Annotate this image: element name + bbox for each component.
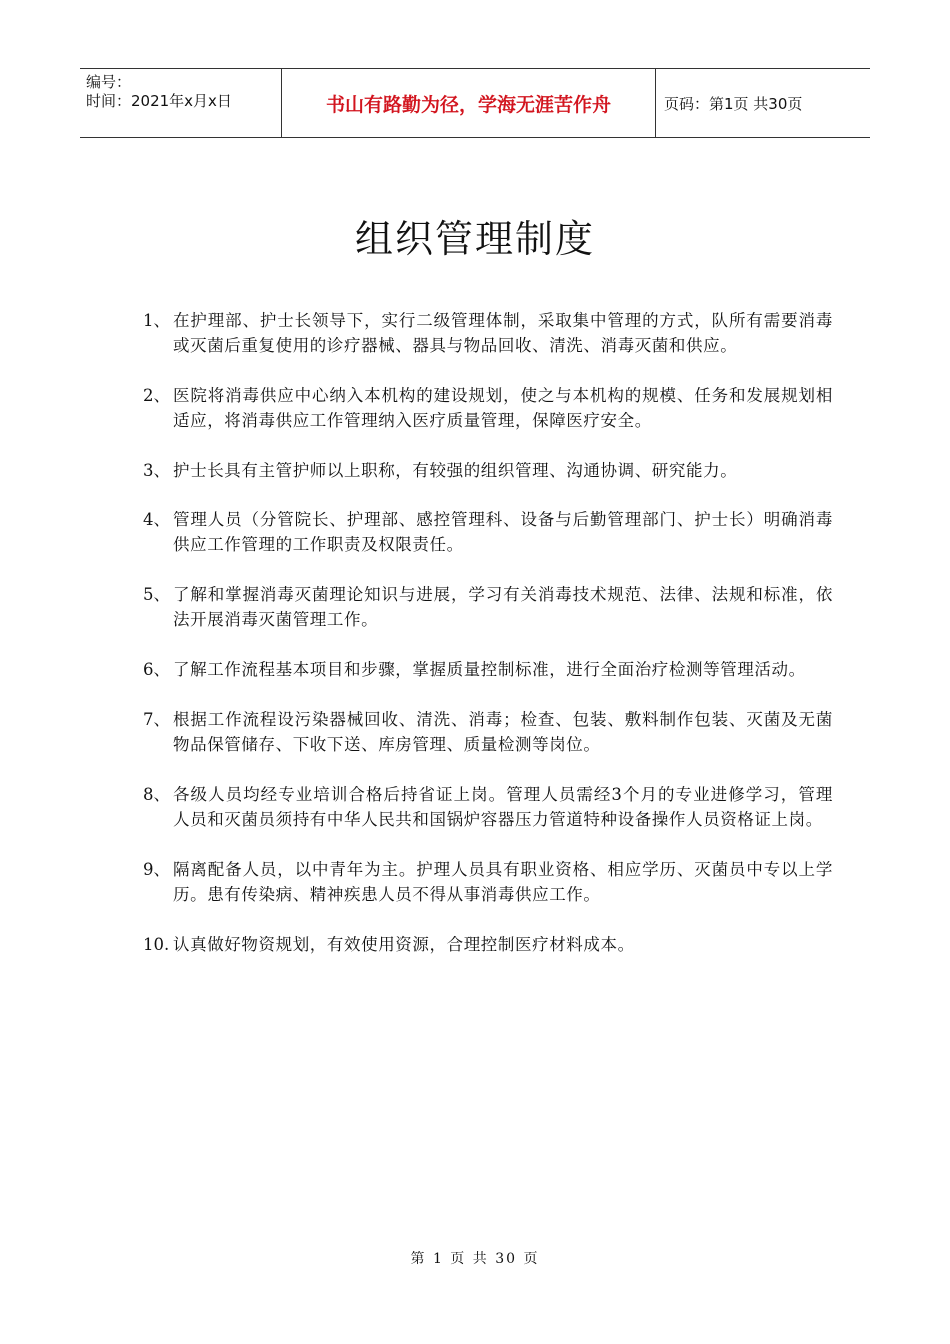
clause-item bbox=[143, 458, 833, 483]
clause-text: 认真做好物资规划，有效使用资源，合理控制医疗材料成本。 bbox=[173, 935, 635, 954]
clause-text: 医院将消毒供应中心纳入本机构的建设规划，使之与本机构的规模、任务和发展规划相适应，将消毒供应工作管理纳入医疗质量管理，保障医疗安全。 bbox=[173, 386, 833, 430]
clause-number: 1、 bbox=[143, 311, 170, 330]
clause-item bbox=[143, 782, 833, 832]
clause-number: 2、 bbox=[143, 386, 170, 405]
clause-item bbox=[143, 857, 833, 907]
clause-number: 10. bbox=[143, 935, 170, 954]
clause-item bbox=[143, 932, 833, 957]
header-page-info: 页码：第1页 共30页 bbox=[664, 94, 803, 113]
clause-item bbox=[143, 383, 833, 433]
clause-number: 7、 bbox=[143, 710, 170, 729]
clause-text: 根据工作流程设污染器械回收、清洗、消毒；检查、包装、敷料制作包装、灭菌及无菌物品保管储存、下收下送、库房管理、质量检测等岗位。 bbox=[173, 710, 833, 754]
doc-code-label: 编号： bbox=[86, 73, 132, 91]
clause-text: 了解和掌握消毒灭菌理论知识与进展，学习有关消毒技术规范、法律、法规和标准，依法开展消毒灭菌管理工作。 bbox=[173, 585, 833, 629]
header-table bbox=[80, 68, 870, 138]
clause-number: 9、 bbox=[143, 860, 170, 879]
clause-number: 3、 bbox=[143, 461, 170, 480]
doc-time-label: 时间：2021年x月x日 bbox=[86, 92, 232, 110]
clause-item bbox=[143, 707, 833, 757]
page-footer: 第 1 页 共 30 页 bbox=[410, 1251, 540, 1267]
clause-text: 管理人员（分管院长、护理部、感控管理科、设备与后勤管理部门、护士长）明确消毒供应工作管理的工作职责及权限责任。 bbox=[173, 510, 833, 554]
header-motto: 书山有路勤为径，学海无涯苦作舟 bbox=[282, 69, 656, 137]
clause-number: 4、 bbox=[143, 510, 170, 529]
clause-text: 隔离配备人员，以中青年为主。护理人员具有职业资格、相应学历、灭菌员中专以上学历。患有传染病、精神疾患人员不得从事消毒供应工作。 bbox=[173, 860, 833, 904]
clause-number: 6、 bbox=[143, 660, 170, 679]
clause-item bbox=[143, 507, 833, 557]
clause-item bbox=[143, 582, 833, 632]
clause-number: 5、 bbox=[143, 585, 170, 604]
document-title: 组织管理制度 bbox=[354, 217, 595, 261]
header-meta-cell bbox=[80, 69, 282, 137]
clause-text: 在护理部、护士长领导下，实行二级管理体制，采取集中管理的方式，队所有需要消毒或灭菌后重复使用的诊疗器械、器具与物品回收、清洗、消毒灭菌和供应。 bbox=[173, 311, 833, 355]
clause-list bbox=[143, 308, 833, 957]
clause-text: 了解工作流程基本项目和步骤，掌握质量控制标准，进行全面治疗检测等管理活动。 bbox=[173, 660, 806, 679]
clause-text: 护士长具有主管护师以上职称，有较强的组织管理、沟通协调、研究能力。 bbox=[173, 461, 738, 480]
clause-number: 8、 bbox=[143, 785, 170, 804]
clause-text: 各级人员均经专业培训合格后持省证上岗。管理人员需经3个月的专业进修学习，管理人员和灭菌员须持有中华人民共和国锅炉容器压力管道特种设备操作人员资格证上岗。 bbox=[173, 785, 833, 829]
clause-item bbox=[143, 308, 833, 358]
clause-item bbox=[143, 657, 833, 682]
